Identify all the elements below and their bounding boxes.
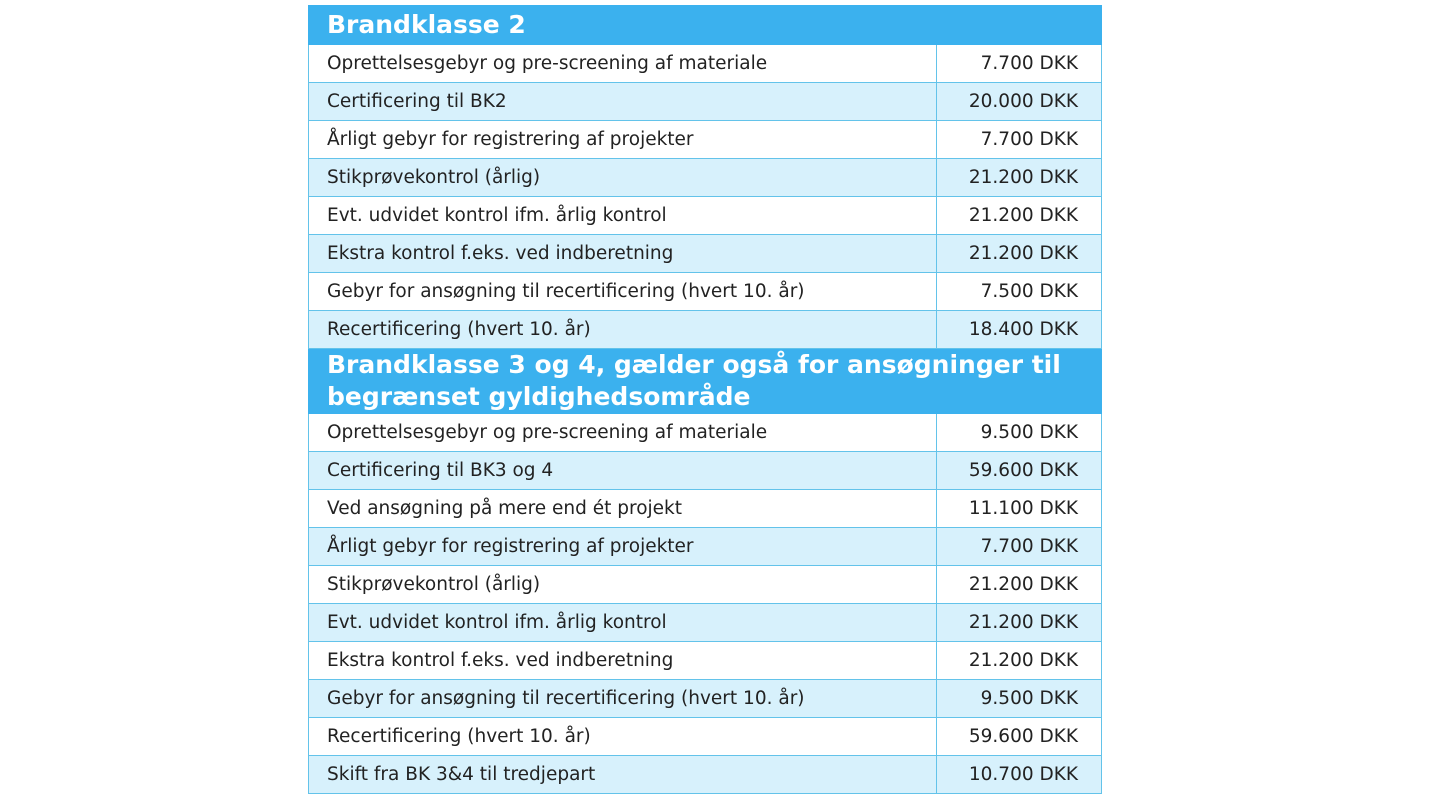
table-row (309, 121, 1102, 159)
table-row (309, 490, 1102, 528)
table-row (309, 642, 1102, 680)
fee-label: Evt. udvidet kontrol ifm. årlig kontrol (309, 197, 937, 235)
table-row (309, 83, 1102, 121)
section-header-brandklasse-2 (309, 6, 1102, 45)
fee-label: Gebyr for ansøgning til recertificering (hvert 10. år) (309, 680, 937, 718)
fee-label: Stikprøvekontrol (årlig) (309, 566, 937, 604)
fee-amount: 21.200 DKK (937, 604, 1102, 642)
table-row (309, 756, 1102, 794)
fee-label: Ekstra kontrol f.eks. ved indberetning (309, 642, 937, 680)
table-row (309, 452, 1102, 490)
fee-label: Ved ansøgning på mere end ét projekt (309, 490, 937, 528)
fee-amount: 7.700 DKK (937, 528, 1102, 566)
fee-label: Årligt gebyr for registrering af projekter (309, 121, 937, 159)
table-row (309, 235, 1102, 273)
fee-amount: 9.500 DKK (937, 680, 1102, 718)
fee-label: Certificering til BK3 og 4 (309, 452, 937, 490)
section-header-brandklasse-3-og-4 (309, 349, 1102, 414)
fee-label: Årligt gebyr for registrering af projekter (309, 528, 937, 566)
fee-amount: 20.000 DKK (937, 83, 1102, 121)
fee-label: Evt. udvidet kontrol ifm. årlig kontrol (309, 604, 937, 642)
table-row (309, 311, 1102, 349)
fee-label: Oprettelsesgebyr og pre-screening af materiale (309, 414, 937, 452)
table-row (309, 45, 1102, 83)
price-table (308, 5, 1102, 794)
fee-amount: 21.200 DKK (937, 642, 1102, 680)
section-title: Brandklasse 3 og 4, gælder også for ansøgninger til begrænset gyldighedsområde (309, 349, 1102, 414)
fee-label: Oprettelsesgebyr og pre-screening af materiale (309, 45, 937, 83)
table-row (309, 528, 1102, 566)
section-title: Brandklasse 2 (309, 6, 1102, 45)
table-row (309, 159, 1102, 197)
fee-label: Ekstra kontrol f.eks. ved indberetning (309, 235, 937, 273)
table-row (309, 718, 1102, 756)
table-row (309, 197, 1102, 235)
fee-label: Recertificering (hvert 10. år) (309, 311, 937, 349)
table-row (309, 414, 1102, 452)
table-row (309, 604, 1102, 642)
fee-amount: 21.200 DKK (937, 197, 1102, 235)
table-row (309, 566, 1102, 604)
table-row (309, 273, 1102, 311)
fee-label: Gebyr for ansøgning til recertificering (hvert 10. år) (309, 273, 937, 311)
fee-amount: 7.700 DKK (937, 45, 1102, 83)
fee-amount: 21.200 DKK (937, 159, 1102, 197)
fee-amount: 10.700 DKK (937, 756, 1102, 794)
fee-label: Stikprøvekontrol (årlig) (309, 159, 937, 197)
fee-label: Certificering til BK2 (309, 83, 937, 121)
fee-label: Recertificering (hvert 10. år) (309, 718, 937, 756)
fee-amount: 21.200 DKK (937, 566, 1102, 604)
fee-amount: 11.100 DKK (937, 490, 1102, 528)
table-row (309, 680, 1102, 718)
fee-amount: 7.500 DKK (937, 273, 1102, 311)
fee-amount: 59.600 DKK (937, 452, 1102, 490)
fee-amount: 7.700 DKK (937, 121, 1102, 159)
fee-amount: 9.500 DKK (937, 414, 1102, 452)
fee-amount: 18.400 DKK (937, 311, 1102, 349)
fee-amount: 21.200 DKK (937, 235, 1102, 273)
price-table-body (309, 6, 1102, 794)
fee-label: Skift fra BK 3&4 til tredjepart (309, 756, 937, 794)
fee-amount: 59.600 DKK (937, 718, 1102, 756)
